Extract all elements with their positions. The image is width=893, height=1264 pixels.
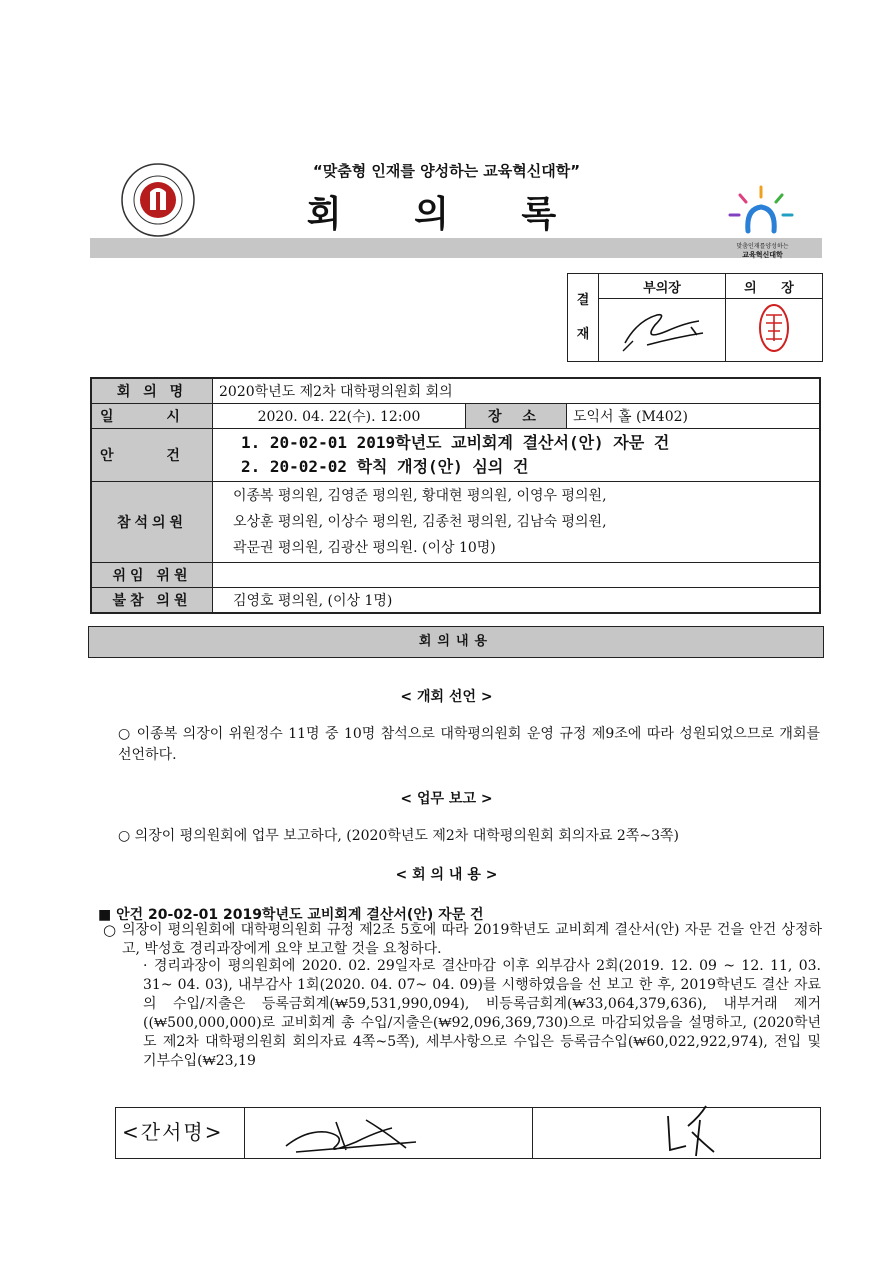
- attendees-line: 곽문권 평의원, 김광산 평의원. (이상 10명): [233, 540, 496, 556]
- delegate-value: [213, 563, 821, 588]
- item-circle: ○: [103, 921, 117, 939]
- brand-caption-line2: 교육혁신대학: [742, 251, 783, 259]
- approval-label-top: 결: [576, 292, 590, 308]
- report-heading: < 업무 보고 >: [400, 791, 493, 807]
- agenda-list: [213, 429, 821, 482]
- agenda-item: 1. 20-02-01 2019학년도 교비회계 결산서(안) 자문 건: [241, 433, 670, 452]
- signature-icon: [656, 1096, 726, 1164]
- page-title: 회 의 록: [306, 193, 587, 235]
- university-seal-icon: [120, 162, 196, 238]
- opening-heading: < 개회 선언 >: [400, 689, 493, 705]
- report-text: ○ 의장이 평의원회에 업무 보고하다, (2020학년도 제2차 대학평의원회 회의자료 2쪽~3쪽): [118, 828, 679, 844]
- agenda-item-title: ■ 안건 20-02-01 2019학년도 교비회계 결산서(안) 자문 건: [98, 907, 484, 923]
- brand-caption-line1: 맞춤인재를양성하는: [736, 243, 789, 250]
- attendees-line: 이종복 평의원, 김영준 평의원, 황대현 평의원, 이영우 평의원,: [233, 488, 607, 504]
- delegate-label: 위임 위원: [91, 563, 213, 588]
- sign-label: <간서명>: [122, 1120, 224, 1144]
- approval-col-chair: 의 장: [726, 274, 823, 299]
- attendees-line: 오상훈 평의원, 이상수 평의원, 김종천 평의원, 김남숙 평의원,: [233, 514, 607, 530]
- attendees-label: 참석의원: [91, 482, 213, 563]
- opening-text: ○ 이종복 의장이 위원정수 11명 중 10명 참석으로 대학평의원회 운영 규정 제9조에 따라 성원되었으므로 개회를 선언하다.: [118, 726, 820, 763]
- meeting-date-label: 일 시: [91, 404, 213, 429]
- content-heading: < 회 의 내 용 >: [395, 867, 498, 883]
- agenda-item-text: 의장이 평의원회에 대학평의원회 규정 제2조 5호에 따라 2019학년도 교비회계 결산서(안) 자문 건을 안건 상정하고, 박성호 경리과장에게 요약 보고할 것을 요청하다.: [122, 922, 822, 957]
- title-bar: [90, 238, 822, 258]
- absent-value: 김영호 평의원, (이상 1명): [213, 588, 821, 614]
- approval-col-vice-chair: 부의장: [599, 274, 726, 299]
- section-bar: 회의내용: [88, 626, 824, 658]
- sign-divider: [244, 1108, 245, 1158]
- approval-box: [567, 273, 823, 362]
- absent-label: 불참 의원: [91, 588, 213, 614]
- signature-icon: [266, 1102, 426, 1164]
- brand-caption: [720, 243, 805, 259]
- agenda-item: 2. 20-02-02 학칙 개정(안) 심의 건: [241, 457, 529, 476]
- finance-report-text: · 경리과장이 평의원회에 2020. 02. 29일자로 결산마감 이후 외부감사 2회(2019. 12. 09 ~ 12. 11, 03. 31~ 04. 03), 내부감사 1회(2020. 04. 07~ 04. 09)를 시행하였음을 선 보고 한 후, 2019학년도 결산 자료의 수입/지출은 등록금회계(₩59,531,990,094), 비등록금회계(₩33,064,379,636), 내부거래 제거((₩500,000,000)로 교비회계 총 수입/지출은(₩92,096,369,730)으로 마감되었음을 설명하고, (2020학년도 제2차 대학평의원회 회의자료 4쪽~5쪽), 세부사항으로 수입은 등록금수입(₩60,022,922,974), 전입 및 기부수입(₩23,19: [143, 958, 821, 1069]
- meeting-info-table: [90, 377, 821, 614]
- agenda-label: 안 건: [91, 429, 213, 482]
- sign-divider: [532, 1108, 533, 1158]
- meeting-place: 도익서 홀 (M402): [567, 404, 821, 429]
- attendees-list: [213, 482, 821, 563]
- stamp-icon: [754, 301, 794, 355]
- vice-chair-signature: [599, 299, 726, 362]
- meeting-name: 2020학년도 제2차 대학평의원회 회의: [213, 378, 821, 404]
- approval-label-bottom: 재: [576, 326, 590, 342]
- signature-icon: [607, 301, 717, 355]
- meeting-place-label: 장 소: [466, 404, 567, 429]
- meeting-date: 2020. 04. 22(수). 12:00: [213, 404, 466, 429]
- approval-label: [568, 274, 599, 362]
- chair-stamp: [726, 299, 823, 362]
- meeting-name-label: 회 의 명: [91, 378, 213, 404]
- slogan: “맞춤형 인재를 양성하는 교육혁신대학”: [312, 162, 581, 180]
